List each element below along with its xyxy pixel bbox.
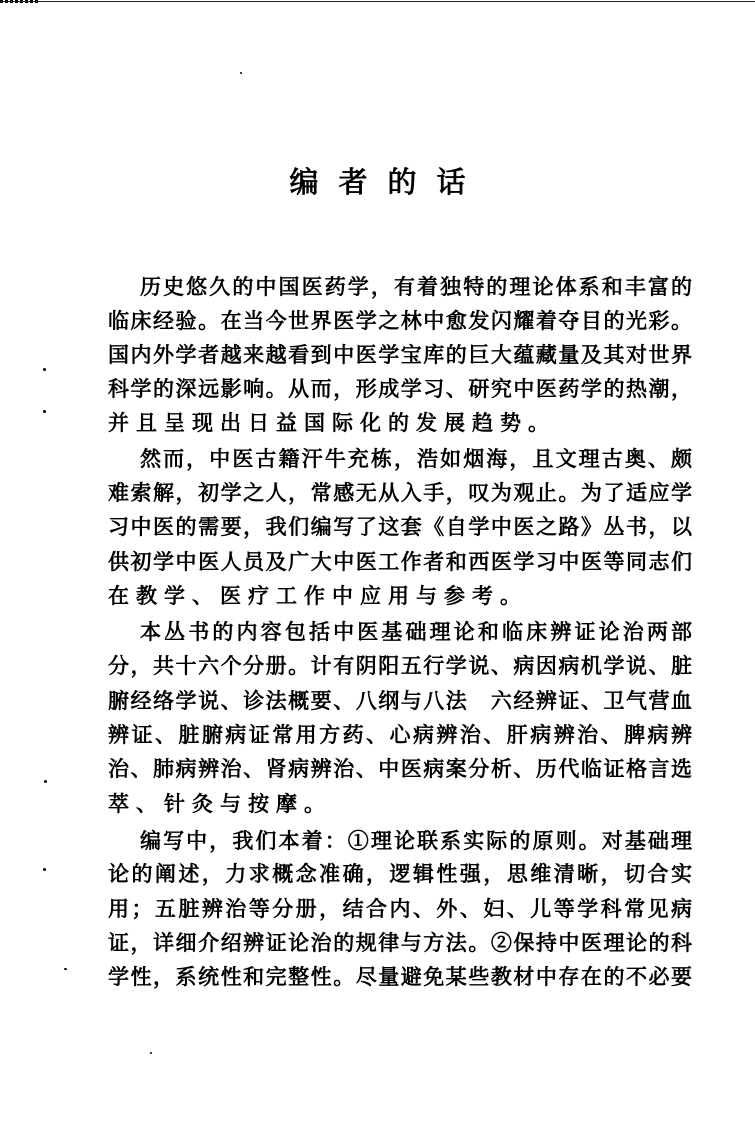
scan-top-border (0, 1, 755, 2)
scan-speck (150, 1052, 152, 1054)
text-line: 分，共十六个分册。计有阴阳五行学说、病因病机学说、脏 (108, 653, 692, 678)
text-line: 难索解，初学之人，常感无从入手，叹为观止。为了适应学 (108, 480, 692, 505)
scan-speck (44, 780, 47, 783)
text-line: 历史悠久的中国医药学，有着独特的理论体系和丰富的 (140, 274, 692, 299)
text-line: 本丛书的内容包括中医基础理论和临床辨证论治两部 (140, 619, 692, 644)
scan-speck (43, 368, 46, 371)
text-line: 临床经验。在当今世界医学之林中愈发闪耀着夺目的光彩。 (108, 308, 692, 333)
scan-speck (43, 868, 46, 871)
text-line: 国内外学者越来越看到中医学宝库的巨大蕴藏量及其对世界 (108, 342, 692, 367)
scan-speck (43, 410, 46, 413)
scan-speck (64, 968, 67, 970)
text-line: 治、肺病辨治、肾病辨治、中医病案分析、历代临证格言选 (108, 756, 692, 781)
text-line: 然而，中医古籍汗牛充栋，浩如烟海，且文理古奥、颇 (140, 446, 692, 471)
text-line: 在教学、医疗工作中应用与参考。 (108, 583, 528, 608)
text-line: 萃、针灸与按摩。 (108, 791, 332, 816)
text-line: 辨证、脏腑病证常用方药、心病辨治、肝病辨治、脾病辨 (108, 722, 692, 747)
text-line: 论的阐述，力求概念准确，逻辑性强，思维清晰，切合实 (108, 861, 692, 886)
text-line: 科学的深远影响。从而，形成学习、研究中医药学的热潮， (108, 376, 692, 401)
text-line: 供初学中医人员及广大中医工作者和西医学习中医等同志们 (108, 549, 692, 574)
text-line: 编写中，我们本着：①理论联系实际的原则。对基础理 (140, 828, 692, 853)
text-line: 并且呈现出日益国际化的发展趋势。 (108, 410, 556, 435)
text-line: 习中医的需要，我们编写了这套《自学中医之路》丛书，以 (108, 514, 692, 539)
text-line: 腑经络学说、诊法概要、八纲与八法 六经辨证、卫气营血 (108, 688, 692, 713)
text-line: 学性，系统性和完整性。尽量避免某些教材中存在的不必要 (108, 964, 692, 989)
text-line: 证，详细介绍辨证论治的规律与方法。②保持中医理论的科 (108, 930, 692, 955)
text-line: 用；五脏辨治等分册，结合内、外、妇、儿等学科常见病 (108, 896, 692, 921)
scan-speck (240, 72, 242, 74)
page-title: 编者的话 (289, 165, 486, 199)
